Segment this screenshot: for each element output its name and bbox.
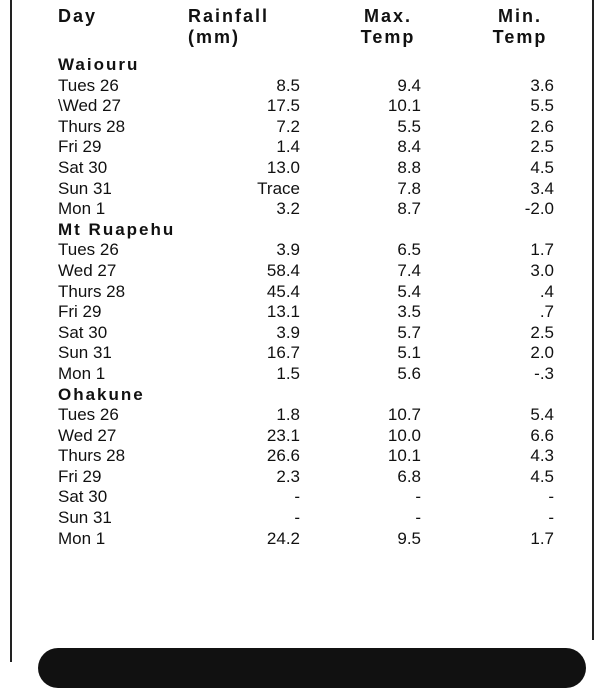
max-temp-cell: 5.1 bbox=[397, 343, 421, 363]
table-row bbox=[0, 199, 606, 220]
max-temp-cell: 10.1 bbox=[387, 446, 421, 466]
min-temp-cell: - bbox=[548, 487, 554, 507]
max-temp-cell: 9.5 bbox=[397, 528, 421, 548]
day-cell: Sun 31 bbox=[58, 508, 112, 528]
day-cell: Mon 1 bbox=[58, 528, 106, 548]
rainfall-cell: 24.2 bbox=[266, 528, 300, 548]
rainfall-cell: 8.5 bbox=[276, 75, 300, 95]
day-cell: Fri 29 bbox=[58, 137, 102, 157]
min-temp-cell: - bbox=[548, 508, 554, 528]
table-row bbox=[0, 467, 606, 488]
day-cell: Sat 30 bbox=[58, 322, 108, 342]
table-row bbox=[0, 261, 606, 282]
max-temp-cell: 7.4 bbox=[397, 260, 421, 280]
min-temp-cell: -2.0 bbox=[524, 199, 554, 219]
max-temp-cell: 8.7 bbox=[397, 199, 421, 219]
max-temp-cell: 10.7 bbox=[387, 405, 421, 425]
day-cell: Mon 1 bbox=[58, 199, 106, 219]
rainfall-cell: 13.0 bbox=[266, 157, 300, 177]
section-name: Ohakune bbox=[58, 384, 145, 404]
min-temp-cell: .4 bbox=[539, 281, 554, 301]
min-temp-cell: 5.4 bbox=[530, 405, 554, 425]
day-cell: Mon 1 bbox=[58, 363, 106, 383]
rainfall-cell: 16.7 bbox=[266, 343, 300, 363]
section-header bbox=[0, 55, 606, 76]
day-cell: Fri 29 bbox=[58, 466, 102, 486]
min-temp-cell: 1.7 bbox=[530, 240, 554, 260]
day-cell: Thurs 28 bbox=[58, 281, 126, 301]
weather-table-body bbox=[0, 55, 606, 549]
max-temp-cell: 8.4 bbox=[397, 137, 421, 157]
table-row bbox=[0, 117, 606, 138]
day-cell: Fri 29 bbox=[58, 302, 102, 322]
header-day: Day bbox=[58, 6, 98, 26]
min-temp-cell: 2.0 bbox=[530, 343, 554, 363]
min-temp-cell: 2.6 bbox=[530, 116, 554, 136]
min-temp-cell: 3.0 bbox=[530, 260, 554, 280]
day-cell: Sun 31 bbox=[58, 343, 112, 363]
rainfall-cell: 1.4 bbox=[276, 137, 300, 157]
max-temp-cell: - bbox=[415, 508, 421, 528]
day-cell: Wed 27 bbox=[58, 260, 117, 280]
table-row bbox=[0, 240, 606, 261]
max-temp-cell: 7.8 bbox=[397, 178, 421, 198]
min-temp-cell: 1.7 bbox=[530, 528, 554, 548]
rainfall-cell: 3.9 bbox=[276, 322, 300, 342]
day-cell: Wed 27 bbox=[58, 425, 117, 445]
day-cell: Tues 26 bbox=[58, 405, 119, 425]
rainfall-cell: 45.4 bbox=[266, 281, 300, 301]
max-temp-cell: 6.5 bbox=[397, 240, 421, 260]
rainfall-cell: 3.9 bbox=[276, 240, 300, 260]
bottom-bar bbox=[38, 648, 586, 688]
table-row bbox=[0, 446, 606, 467]
day-cell: Tues 26 bbox=[58, 240, 119, 260]
min-temp-cell: 4.5 bbox=[530, 157, 554, 177]
rainfall-cell: 23.1 bbox=[266, 425, 300, 445]
max-temp-cell: 10.0 bbox=[387, 425, 421, 445]
min-temp-cell: -.3 bbox=[534, 363, 554, 383]
rainfall-cell: 3.2 bbox=[276, 199, 300, 219]
min-temp-cell: 2.5 bbox=[530, 137, 554, 157]
max-temp-cell: 9.4 bbox=[397, 75, 421, 95]
table-row bbox=[0, 76, 606, 97]
day-cell: \Wed 27 bbox=[58, 96, 122, 116]
table-row bbox=[0, 487, 606, 508]
rainfall-cell: - bbox=[294, 487, 300, 507]
table-row bbox=[0, 96, 606, 117]
section-header bbox=[0, 385, 606, 406]
section-name: Waiouru bbox=[58, 55, 140, 74]
rainfall-cell: 1.5 bbox=[276, 363, 300, 383]
rainfall-cell: 58.4 bbox=[266, 260, 300, 280]
day-cell: Tues 26 bbox=[58, 75, 119, 95]
day-cell: Sat 30 bbox=[58, 487, 108, 507]
day-cell: Sat 30 bbox=[58, 157, 108, 177]
header-max-temp: Max. Temp bbox=[360, 6, 416, 47]
header-rainfall: Rainfall (mm) bbox=[188, 6, 270, 47]
max-temp-cell: 5.6 bbox=[397, 363, 421, 383]
table-row bbox=[0, 282, 606, 303]
table-row bbox=[0, 426, 606, 447]
table-row bbox=[0, 405, 606, 426]
section-name: Mt Ruapehu bbox=[58, 219, 176, 239]
max-temp-cell: 8.8 bbox=[397, 157, 421, 177]
table-row bbox=[0, 179, 606, 200]
day-cell: Thurs 28 bbox=[58, 446, 126, 466]
max-temp-cell: - bbox=[415, 487, 421, 507]
table-row bbox=[0, 529, 606, 550]
rainfall-cell: - bbox=[294, 508, 300, 528]
rainfall-cell: 17.5 bbox=[266, 96, 300, 116]
rainfall-cell: 1.8 bbox=[276, 405, 300, 425]
table-row bbox=[0, 158, 606, 179]
rainfall-cell: 26.6 bbox=[266, 446, 300, 466]
max-temp-cell: 3.5 bbox=[397, 302, 421, 322]
day-cell: Sun 31 bbox=[58, 178, 112, 198]
min-temp-cell: 4.5 bbox=[530, 466, 554, 486]
table-row bbox=[0, 302, 606, 323]
table-row bbox=[0, 343, 606, 364]
table-header bbox=[0, 0, 606, 56]
table-row bbox=[0, 323, 606, 344]
table-row bbox=[0, 137, 606, 158]
day-cell: Thurs 28 bbox=[58, 116, 126, 136]
max-temp-cell: 5.7 bbox=[397, 322, 421, 342]
table-row bbox=[0, 508, 606, 529]
max-temp-cell: 5.5 bbox=[397, 116, 421, 136]
rainfall-cell: 13.1 bbox=[266, 302, 300, 322]
header-min-temp: Min. Temp bbox=[492, 6, 548, 47]
min-temp-cell: 3.4 bbox=[530, 178, 554, 198]
table-row bbox=[0, 364, 606, 385]
rainfall-cell: Trace bbox=[257, 178, 300, 198]
section-header bbox=[0, 220, 606, 241]
min-temp-cell: 4.3 bbox=[530, 446, 554, 466]
rainfall-cell: 7.2 bbox=[276, 116, 300, 136]
max-temp-cell: 5.4 bbox=[397, 281, 421, 301]
min-temp-cell: 5.5 bbox=[530, 96, 554, 116]
max-temp-cell: 6.8 bbox=[397, 466, 421, 486]
rainfall-cell: 2.3 bbox=[276, 466, 300, 486]
max-temp-cell: 10.1 bbox=[387, 96, 421, 116]
min-temp-cell: 3.6 bbox=[530, 75, 554, 95]
min-temp-cell: 6.6 bbox=[530, 425, 554, 445]
min-temp-cell: .7 bbox=[539, 302, 554, 322]
min-temp-cell: 2.5 bbox=[530, 322, 554, 342]
